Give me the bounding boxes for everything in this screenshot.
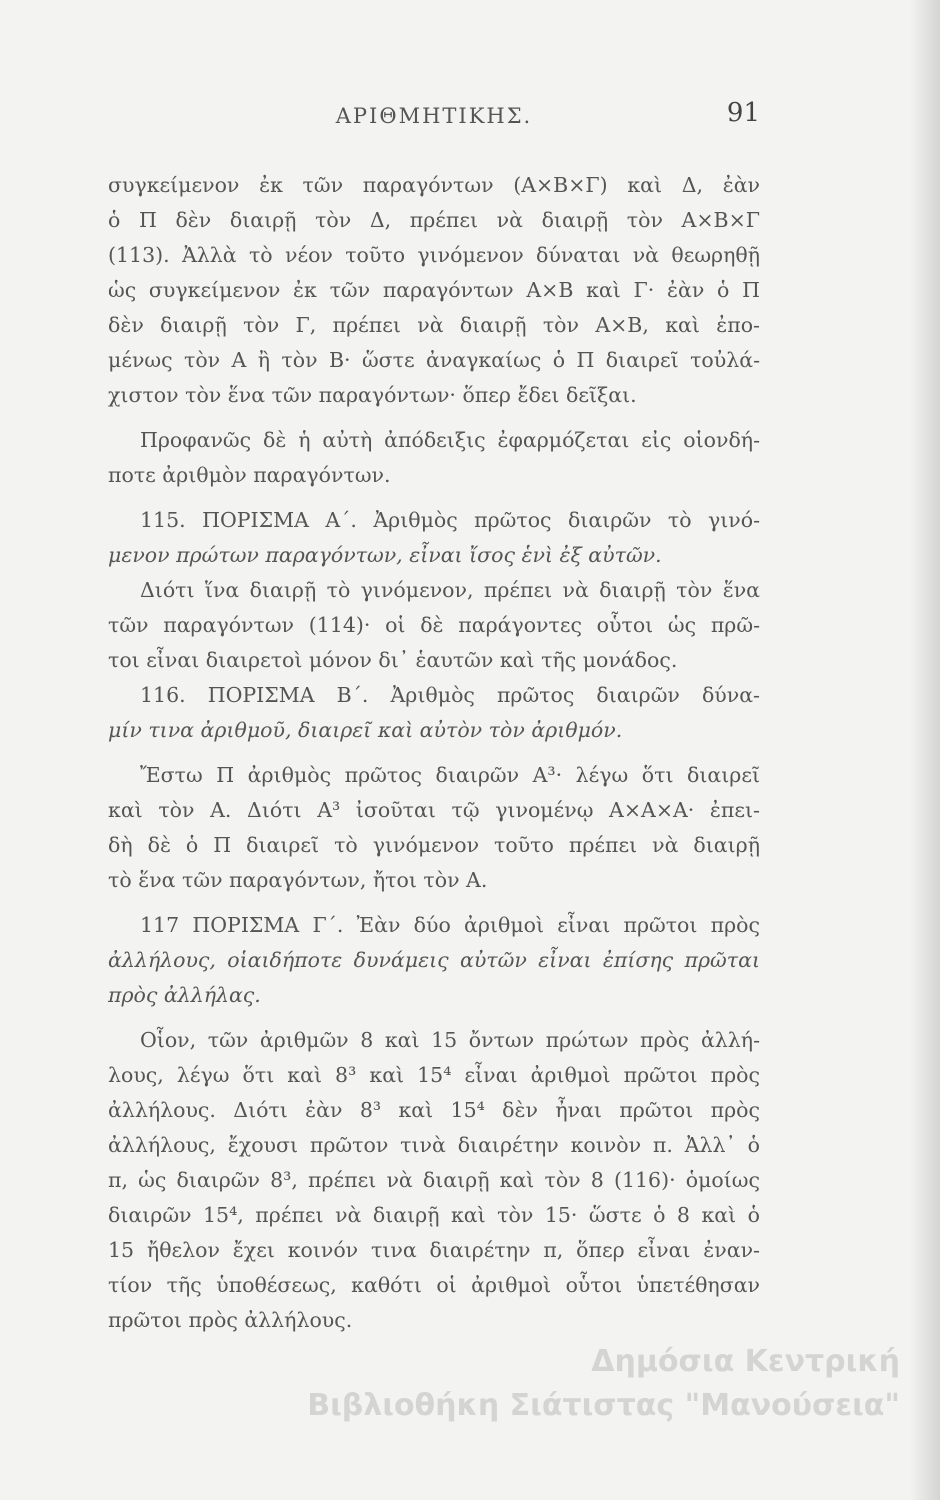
text-line: πρῶτοι πρὸς ἀλλήλους. — [108, 1308, 353, 1332]
text-line: Διότι ἵνα διαιρῇ τὸ γινόμενον, πρέπει νὰ διαιρῇ τὸν ἕνα — [140, 578, 760, 602]
running-title: ΑΡΙΘΜΗΤΙΚΗΣ. — [335, 104, 533, 128]
text-line: τίον τῆς ὑποθέσεως, καθότι οἱ ἀριθμοὶ οὗτοι ὑπετέθησαν — [108, 1273, 760, 1297]
text-line: ὁ Π δὲν διαιρῇ τὸν Δ, πρέπει νὰ διαιρῇ τὸν Α×Β×Γ — [108, 208, 760, 232]
text-line: 116. ΠΟΡΙΣΜΑ Β΄. Ἀριθμὸς πρῶτος διαιρῶν δύνα- — [140, 683, 760, 707]
text-line: τῶν παραγόντων (114)· οἱ δὲ παράγοντες οὗτοι ὡς πρῶ- — [108, 613, 760, 637]
text-line: (113). Ἀλλὰ τὸ νέον τοῦτο γινόμενον δύναται νὰ θεωρηθῇ — [108, 243, 760, 267]
text-line: μένως τὸν Α ἢ τὸν Β· ὥστε ἀναγκαίως ὁ Π διαιρεῖ τοὐλά- — [108, 348, 760, 372]
page-header — [108, 98, 760, 138]
text-line: ἀλλήλους, οἱαιδήποτε δυνάμεις αὐτῶν εἶναι ἐπίσης πρῶται — [108, 948, 760, 972]
watermark-line-2: Βιβλιοθήκη Σιάτιστας "Μανούσεια" — [307, 1388, 900, 1423]
text-line: 117 ΠΟΡΙΣΜΑ Γ΄. Ἐὰν δύο ἀριθμοὶ εἶναι πρῶτοι πρὸς — [140, 913, 760, 937]
page-number: 91 — [726, 98, 760, 128]
text-line: 15 ἤθελον ἔχει κοινόν τινα διαιρέτην π, ὅπερ εἶναι ἐναν- — [108, 1238, 760, 1262]
text-line: μίν τινα ἀριθμοῦ, διαιρεῖ καὶ αὐτὸν τὸν ἀριθμόν. — [108, 718, 623, 742]
text-line: καὶ τὸν Α. Διότι Α³ ἰσοῦται τῷ γινομένῳ Α×Α×Α· ἐπει- — [108, 798, 760, 822]
text-line: χιστον τὸν ἕνα τῶν παραγόντων· ὅπερ ἔδει δεῖξαι. — [108, 383, 637, 407]
text-line: δὴ δὲ ὁ Π διαιρεῖ τὸ γινόμενον τοῦτο πρέπει νὰ διαιρῇ — [108, 833, 760, 857]
text-line: συγκείμενον ἐκ τῶν παραγόντων (Α×Β×Γ) καὶ Δ, ἐὰν — [108, 173, 760, 197]
text-line: Ἔστω Π ἀριθμὸς πρῶτος διαιρῶν Α³· λέγω ὅτι διαιρεῖ — [140, 763, 760, 787]
text-line: π, ὡς διαιρῶν 8³, πρέπει νὰ διαιρῇ καὶ τὸν 8 (116)· ὁμοίως — [108, 1168, 760, 1192]
text-line: δὲν διαιρῇ τὸν Γ, πρέπει νὰ διαιρῇ τὸν Α×Β, καὶ ἐπο- — [108, 313, 760, 337]
library-watermark — [280, 1340, 900, 1428]
text-line: τὸ ἕνα τῶν παραγόντων, ἤτοι τὸν Α. — [108, 868, 488, 892]
watermark-line-1: Δημόσια Κεντρική — [591, 1344, 900, 1379]
text-line: διαιρῶν 15⁴, πρέπει νὰ διαιρῇ καὶ τὸν 15· ὥστε ὁ 8 καὶ ὁ — [108, 1203, 760, 1227]
text-line: 115. ΠΟΡΙΣΜΑ Α΄. Ἀριθμὸς πρῶτος διαιρῶν τὸ γινό- — [140, 508, 760, 532]
text-line: Προφανῶς δὲ ἡ αὐτὴ ἀπόδειξις ἐφαρμόζεται εἰς οἱονδή- — [140, 428, 760, 452]
text-line: ποτε ἀριθμὸν παραγόντων. — [108, 463, 391, 487]
text-line: πρὸς ἀλλήλας. — [108, 983, 261, 1007]
body-text — [108, 168, 760, 1338]
page-edge-shadow — [910, 0, 940, 1500]
text-line: τοι εἶναι διαιρετοὶ μόνον δι᾽ ἑαυτῶν καὶ τῆς μονάδος. — [108, 648, 678, 672]
text-line: ἀλλήλους, ἔχουσι πρῶτον τινὰ διαιρέτην κοινὸν π. Ἀλλ᾽ ὁ — [108, 1133, 760, 1157]
text-line: ἀλλήλους. Διότι ἐὰν 8³ καὶ 15⁴ δὲν ἦναι πρῶτοι πρὸς — [108, 1098, 760, 1122]
text-line: Οἷον, τῶν ἀριθμῶν 8 καὶ 15 ὄντων πρώτων πρὸς ἀλλή- — [140, 1028, 760, 1052]
text-line: μενον πρώτων παραγόντων, εἶναι ἴσος ἑνὶ ἐξ αὐτῶν. — [108, 543, 662, 567]
text-line: ὡς συγκείμενον ἐκ τῶν παραγόντων Α×Β καὶ Γ· ἐὰν ὁ Π — [108, 278, 760, 302]
text-line: λους, λέγω ὅτι καὶ 8³ καὶ 15⁴ εἶναι ἀριθμοὶ πρῶτοι πρὸς — [108, 1063, 760, 1087]
